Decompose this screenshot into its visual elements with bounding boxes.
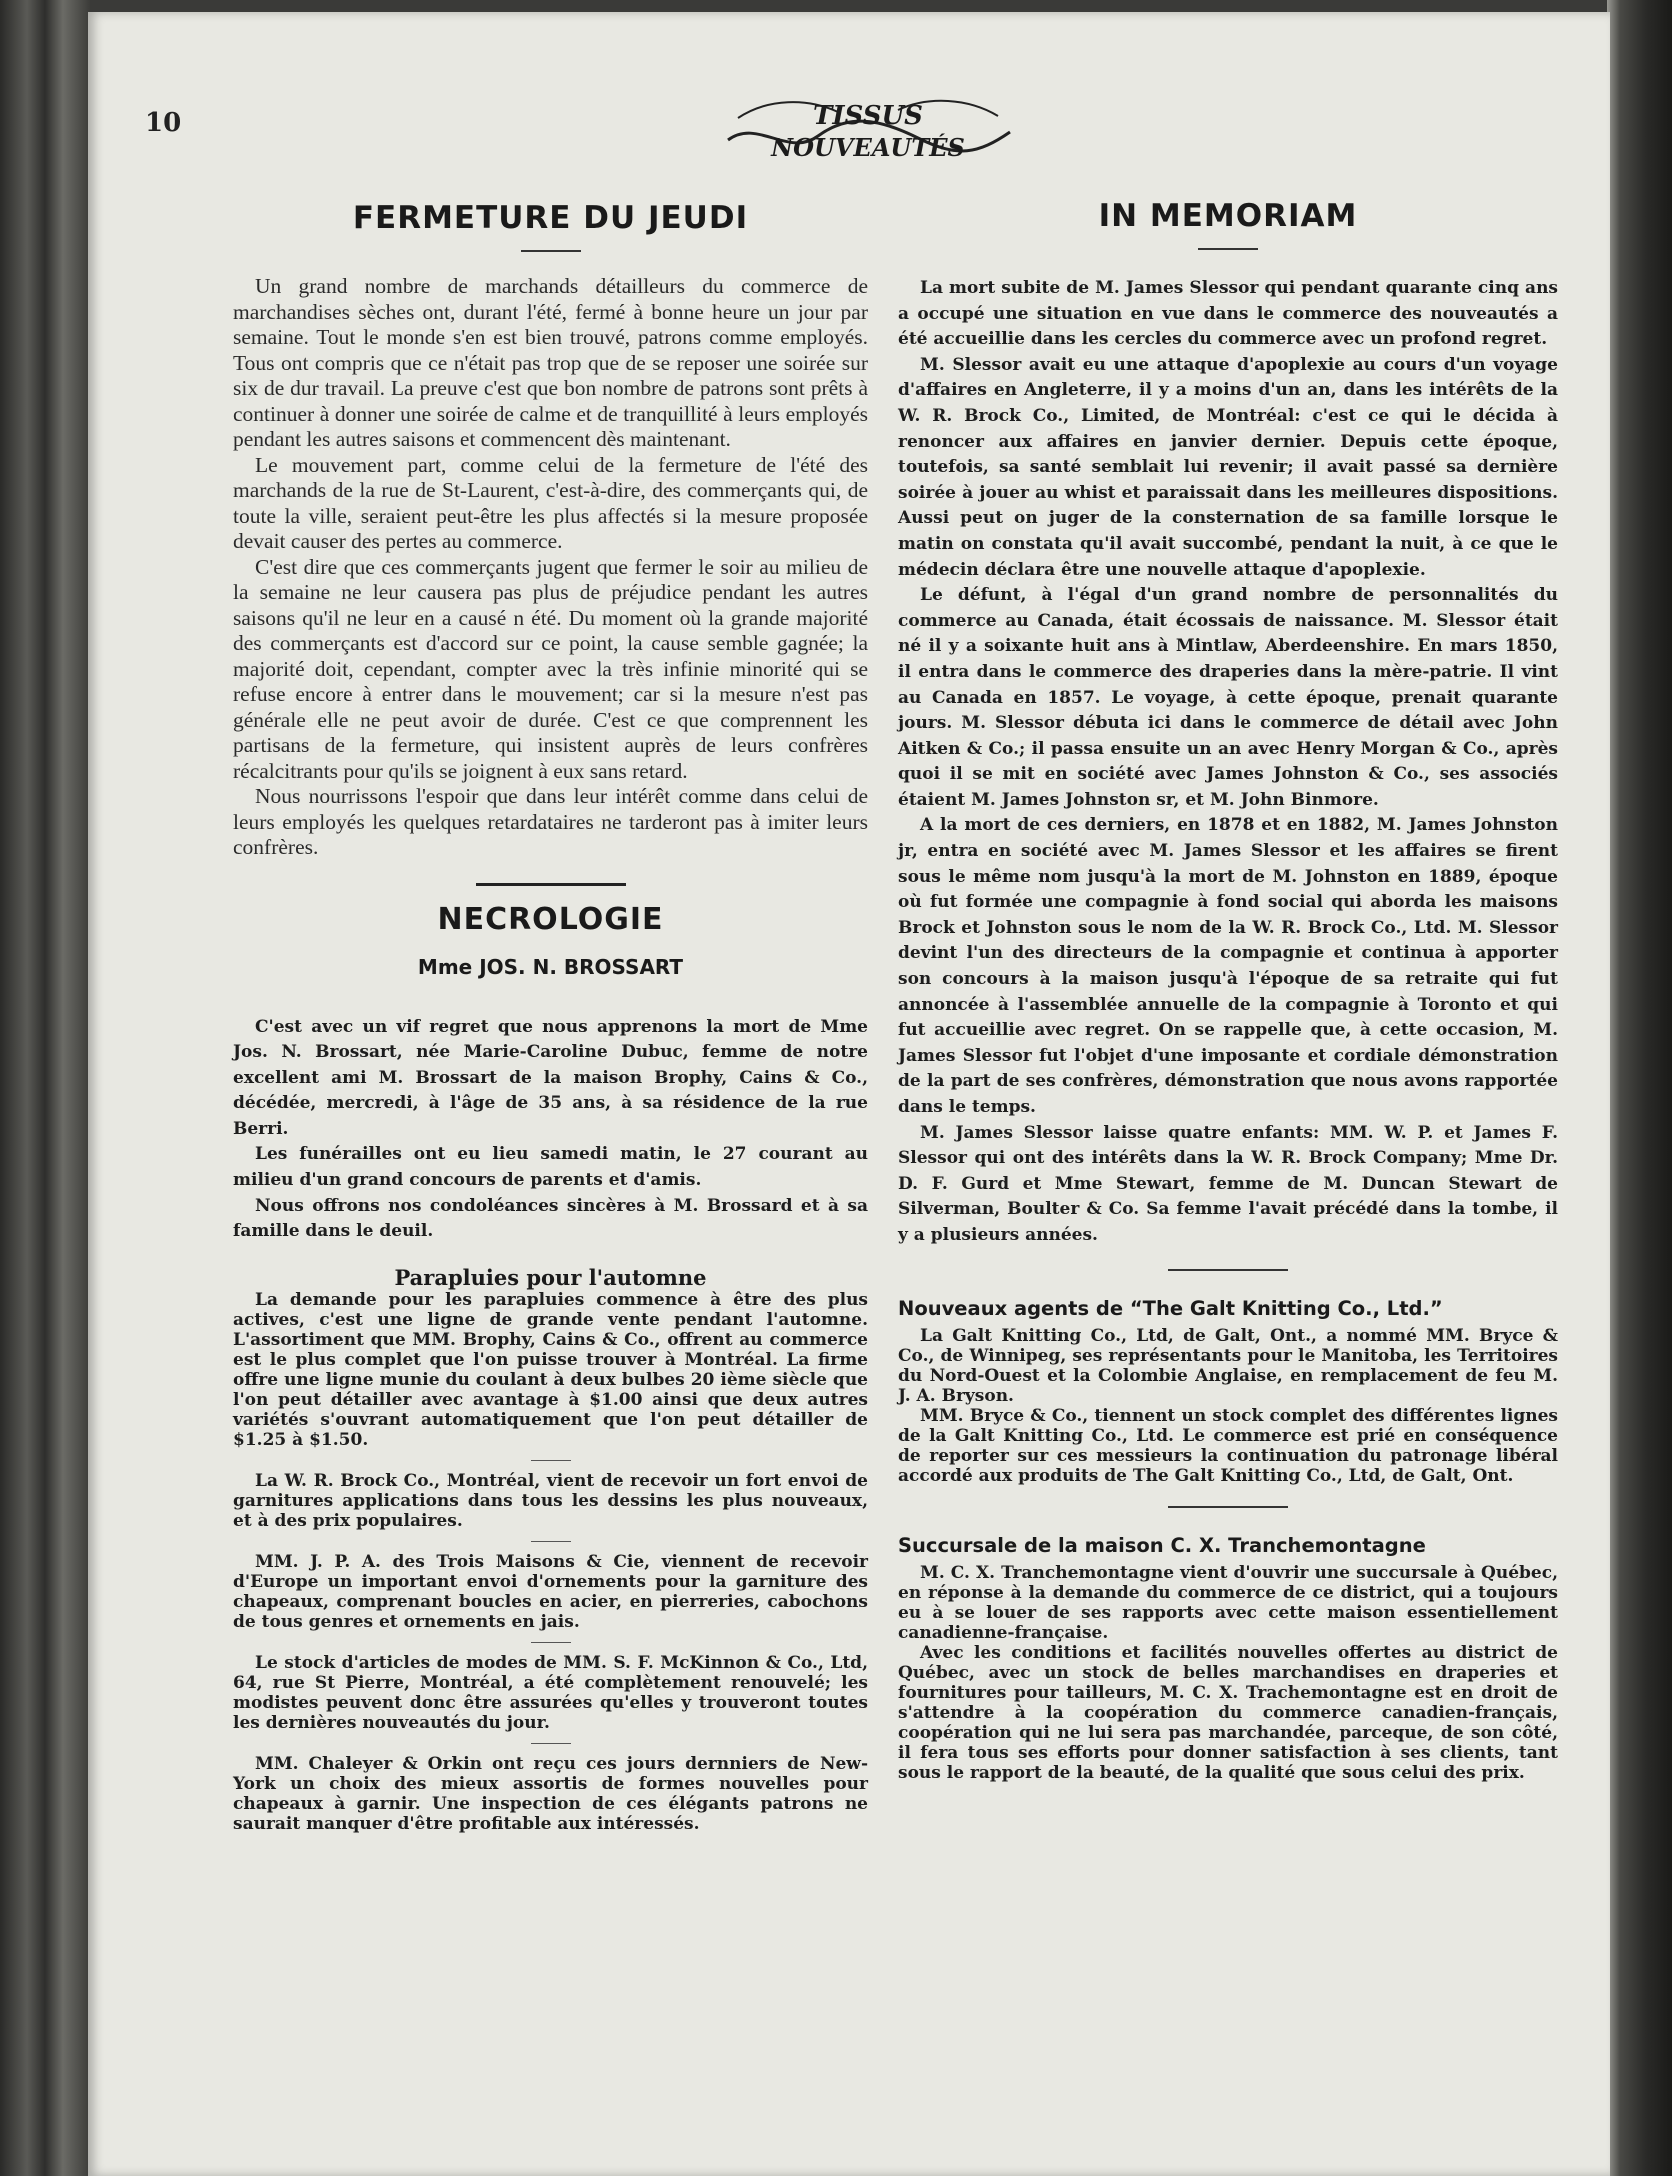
- necrologie-subtitle: Mme JOS. N. BROSSART: [417, 954, 684, 979]
- fermeture-paragraph: C'est dire que ces commerçants jugent que fermer le soir au milieu de la semaine ne leur causera pas plus de préjudice pendant les autres saisons qu'il ne leur en a causé n été. Du moment où la grande majorité des commerçants est d'accord sur ce point, la cause semble gagnée; la majorité doit, cependant, compter avec la très infinie minorité qui se refuse encore à entrer dans le mouvement; car si la mesure n'est pas générale elle ne peut avoir de durée. C'est ce que comprennent les partisans de la fermeture, qui insistent auprès de leurs confrères récalcitrants pour qu'ils se joignent à eux sans retard.: [233, 554, 868, 783]
- left-column: [233, 200, 868, 1834]
- masthead-ornament: [718, 88, 1018, 168]
- memoriam-title: IN MEMORIAM: [1098, 198, 1358, 234]
- divider: [476, 883, 626, 886]
- galt-title: Nouveaux agents de “The Galt Knitting Co., Ltd.”: [898, 1296, 1443, 1320]
- memoriam-paragraph: A la mort de ces derniers, en 1878 et en 1882, M. James Johnston jr, entra en société avec M. James Slessor et les affaires se firent sous le même nom jusqu'à la mort de M. Johnston en 1889, époque où fut formée une compagnie à fond social qui aborda les maisons Brock et Johnston sous le nom de la W. R. Brock Co., Ltd. M. Slessor devint l'un des directeurs de la compagnie et continua à apporter son concours à la maison jusqu'à l'époque de sa retraite qui fut annoncée à l'assemblée annuelle de la compagnie à Toronto et qui fut accueillie avec regret. On se rappelle que, à cette occasion, M. James Slessor fut l'objet d'une imposante et cordiale démonstration de la part de ses confrères, démonstration que nous avons rapportée dans le temps.: [898, 815, 1558, 1117]
- masthead-line1: TISSUS: [813, 101, 923, 131]
- necrologie-paragraph: C'est avec un vif regret que nous apprenons la mort de Mme Jos. N. Brossart, née Marie-Caroline Dubuc, femme de notre excellent ami M. Brossart de la maison Brophy, Cains & Co., décédée, mercredi, à l'âge de 35 ans, à sa résidence de la rue Berri.: [233, 1016, 868, 1139]
- succursale-title: Succursale de la maison C. X. Tranchemontagne: [898, 1533, 1426, 1557]
- divider: [521, 250, 581, 252]
- article-galt: [898, 1297, 1558, 1486]
- note-paragraph: Le stock d'articles de modes de MM. S. F. McKinnon & Co., Ltd, 64, rue St Pierre, Montréal, a été complètement renouvelé; les modistes peuvent donc être assurées qu'elles y trouveront toutes les dernières nouveautés du jour.: [233, 1652, 868, 1733]
- fermeture-paragraph: Le mouvement part, comme celui de la fermeture de l'été des marchands de la rue de St-Laurent, c'est-à-dire, des commerçants qui, de toute la ville, seraient peut-être les plus affectés si la mesure proposée devait causer des pertes au commerce.: [233, 452, 868, 553]
- fermeture-paragraph: Un grand nombre de marchands détailleurs du commerce de marchandises sèches ont, durant l'été, fermé à bonne heure un jour par semaine. Tout le monde s'en est bien trouvé, patrons comme employés. Tous ont compris que ce n'était pas trop que de se reposer une soirée sur six de dur travail. La preuve c'est que bon nombre de patrons sont prêts à continuer à donner une soirée de calme et de tranquillité à leurs employés pendant les autres saisons et commencent dès maintenant.: [233, 274, 868, 451]
- memoriam-paragraph: La mort subite de M. James Slessor qui pendant quarante cinq ans a occupé une situation en vue dans le commerce des nouveautés a été accueillie dans les cercles du commerce avec un profond regret.: [898, 278, 1558, 350]
- article-succursale: [898, 1534, 1558, 1783]
- necrologie-paragraph: Nous offrons nos condoléances sincères à M. Brossard et à sa famille dans le deuil.: [233, 1195, 868, 1242]
- divider: [1198, 248, 1258, 250]
- succursale-paragraph: M. C. X. Tranchemontagne vient d'ouvrir une succursale à Québec, en réponse à la demande du commerce de ce district, qui a toujours eu à se louer de ses rapports avec cette maison essentiellement canadienne-française.: [898, 1562, 1558, 1643]
- parapluies-paragraph: La demande pour les parapluies commence à être des plus actives, c'est une ligne de grande vente pendant l'automne. L'assortiment que MM. Brophy, Cains & Co., offrent au commerce est le plus complet que l'on puisse trouver à Montréal. La firme offre une ligne munie du coulant à deux bulbes 20 ième siècle que l'on peut détailler avec avantage à $1.00 ainsi que deux autres variétés s'ouvrant automatiquement que l'on peut détailler de $1.25 à $1.50.: [233, 1289, 868, 1450]
- divider: [1168, 1269, 1288, 1271]
- article-fermeture: [233, 200, 868, 861]
- divider: [531, 1642, 571, 1643]
- article-necrologie: [233, 902, 868, 1245]
- note-paragraph: La W. R. Brock Co., Montréal, vient de recevoir un fort envoi de garnitures applications dans tous les dessins les plus nouveaux, et à des prix populaires.: [233, 1470, 868, 1531]
- parapluies-title: Parapluies pour l'automne: [394, 1264, 707, 1290]
- page-number: 10: [145, 108, 182, 138]
- memoriam-paragraph: M. James Slessor laisse quatre enfants: MM. W. P. et James F. Slessor qui ont des intérêts dans la W. R. Brock Company; Mme Dr. D. F. Gurd et Mme Stewart, femme de M. Duncan Stewart de Silverman, Boulter & Co. Sa femme l'avait précédé dans la tombe, il y a plusieurs années.: [898, 1122, 1558, 1245]
- page-edge: [1607, 0, 1672, 2176]
- divider: [531, 1743, 571, 1744]
- necrologie-paragraph: Les funérailles ont eu lieu samedi matin, le 27 courant au milieu d'un grand concours de parents et d'amis.: [233, 1144, 868, 1191]
- succursale-paragraph: Avec les conditions et facilités nouvelles offertes au district de Québec, avec un stock de belles marchandises en draperies et fournitures pour tailleurs, M. C. X. Trachemontagne est en droit de s'attendre à la coopération du commerce canadien-français, coopération qui ne lui sera pas marchandée, parceque, de son côté, il fera tous ses efforts pour donner satisfaction à ses clients, tant sous le rapport de la beauté, de la qualité que sous celui des prix.: [898, 1642, 1558, 1783]
- note-paragraph: MM. J. P. A. des Trois Maisons & Cie, viennent de recevoir d'Europe un important envoi d'ornements pour la garniture des chapeaux, comprenant boucles en acier, en pierreries, cabochons de tous genres et ornements en jais.: [233, 1551, 868, 1632]
- divider: [531, 1541, 571, 1542]
- article-in-memoriam: [898, 198, 1558, 1249]
- divider: [531, 1460, 571, 1461]
- fermeture-title: FERMETURE DU JEUDI: [352, 200, 749, 236]
- memoriam-paragraph: M. Slessor avait eu une attaque d'apoplexie au cours d'un voyage d'affaires en Angleterre, il y a moins d'un an, dans les intérêts de la W. R. Brock Co., Limited, de Montréal: c'est ce qui le décida à renoncer aux affaires en janvier dernier. Depuis cette époque, toutefois, sa santé semblait lui revenir; il avait passé sa dernière soirée à jouer au whist et paraissait dans les meilleures dispositions. Aussi peut on juger de la consternation de sa famille lorsque le matin on constata qu'il avait succombé, pendant la nuit, à ce que le médecin déclara être une nouvelle attaque d'apoplexie.: [898, 354, 1558, 580]
- article-parapluies: [233, 1265, 868, 1450]
- right-column: [898, 198, 1558, 1783]
- fermeture-paragraph: Nous nourrissons l'espoir que dans leur intérêt comme dans celui de leurs employés les quelques retardataires ne tarderont pas à imiter leurs confrères.: [233, 784, 868, 859]
- necrologie-title: NECROLOGIE: [437, 901, 664, 937]
- galt-paragraph: La Galt Knitting Co., Ltd, de Galt, Ont., a nommé MM. Bryce & Co., de Winnipeg, ses représentants pour le Manitoba, les Territoires du Nord-Ouest et la Colombie Anglaise, en remplacement de feu M. J. A. Bryson.: [898, 1325, 1558, 1406]
- masthead-line2: NOUVEAUTÉS: [771, 133, 965, 162]
- note-paragraph: MM. Chaleyer & Orkin ont reçu ces jours dernniers de New-York un choix des mieux assortis de formes nouvelles pour chapeaux à garnir. Une inspection de ces élégants patrons ne saurait manquer d'être profitable aux intéressés.: [233, 1753, 868, 1834]
- galt-paragraph: MM. Bryce & Co., tiennent un stock complet des différentes lignes de la Galt Knitting Co., Ltd. Le commerce est prié en conséquence de reporter sur ces messieurs la continuation du patronage libéral accordé aux produits de The Galt Knitting Co., Ltd, de Galt, Ont.: [898, 1405, 1558, 1486]
- memoriam-paragraph: Le défunt, à l'égal d'un grand nombre de personnalités du commerce au Canada, était écossais de naissance. M. Slessor était né il y a soixante huit ans à Mintlaw, Aberdeenshire. En mars 1850, il entra dans le commerce des draperies dans la mère-patrie. Il vint au Canada en 1857. Le voyage, à cette époque, prenait quarante jours. M. Slessor débuta ici dans le commerce de détail avec John Aitken & Co.; il passa ensuite un an avec Henry Morgan & Co., après quoi il se mit en société avec James Johnston & Co., ses associés étaient M. James Johnston sr, et M. John Binmore.: [898, 585, 1558, 810]
- masthead-logo: [718, 88, 1018, 168]
- divider: [1168, 1506, 1288, 1508]
- book-spine: [0, 0, 90, 2176]
